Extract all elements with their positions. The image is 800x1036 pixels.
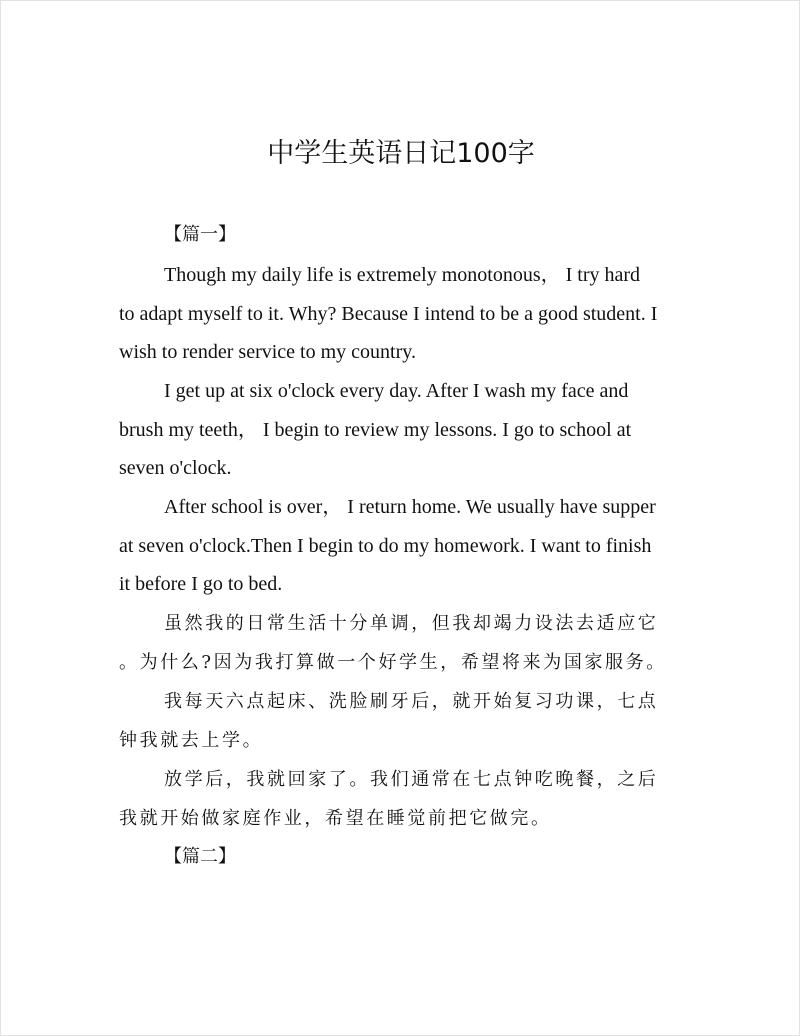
paragraph-line: 我每天六点起床、洗脸刷牙后，就开始复习功课，七点	[164, 691, 659, 712]
paragraph-line: to adapt myself to it. Why? Because I intend to be a good student. I	[119, 302, 658, 325]
paragraph-line: brush my teeth， I begin to review my lessons. I go to school at	[119, 418, 632, 441]
chinese-paragraph-3	[119, 761, 699, 838]
paragraph-line: 放学后，我就回家了。我们通常在七点钟吃晚餐，之后	[164, 769, 659, 790]
paragraph-line: it before I go to bed.	[119, 573, 283, 596]
section-heading-1: 【篇一】	[164, 224, 236, 245]
paragraph-line: seven o'clock.	[119, 457, 232, 480]
section-heading-2: 【篇二】	[164, 846, 236, 867]
paragraph-line: wish to render service to my country.	[119, 341, 416, 364]
paragraph-line: I get up at six o'clock every day. After I wash my face and	[164, 380, 629, 402]
paragraph-line: 。为什么?因为我打算做一个好学生，希望将来为国家服务。	[119, 651, 667, 673]
paragraph-line: 虽然我的日常生活十分单调，但我却竭力设法去适应它	[164, 613, 659, 634]
paragraph-line: at seven o'clock.Then I begin to do my homework. I want to finish	[119, 534, 652, 557]
english-paragraph-2	[119, 372, 691, 488]
paragraph-line: 钟我就去上学。	[119, 729, 264, 751]
chinese-paragraph-2	[119, 683, 699, 760]
paragraph-line: Though my daily life is extremely monotonous， I try hard	[164, 264, 641, 286]
english-paragraph-1	[119, 256, 691, 372]
english-paragraph-3	[119, 488, 691, 604]
paragraph-line: After school is over， I return home. We usually have supper	[164, 496, 656, 518]
chinese-paragraph-1	[119, 605, 699, 682]
document-title: 中学生英语日记100字	[267, 138, 535, 169]
paragraph-line: 我就开始做家庭作业，希望在睡觉前把它做完。	[119, 807, 552, 829]
